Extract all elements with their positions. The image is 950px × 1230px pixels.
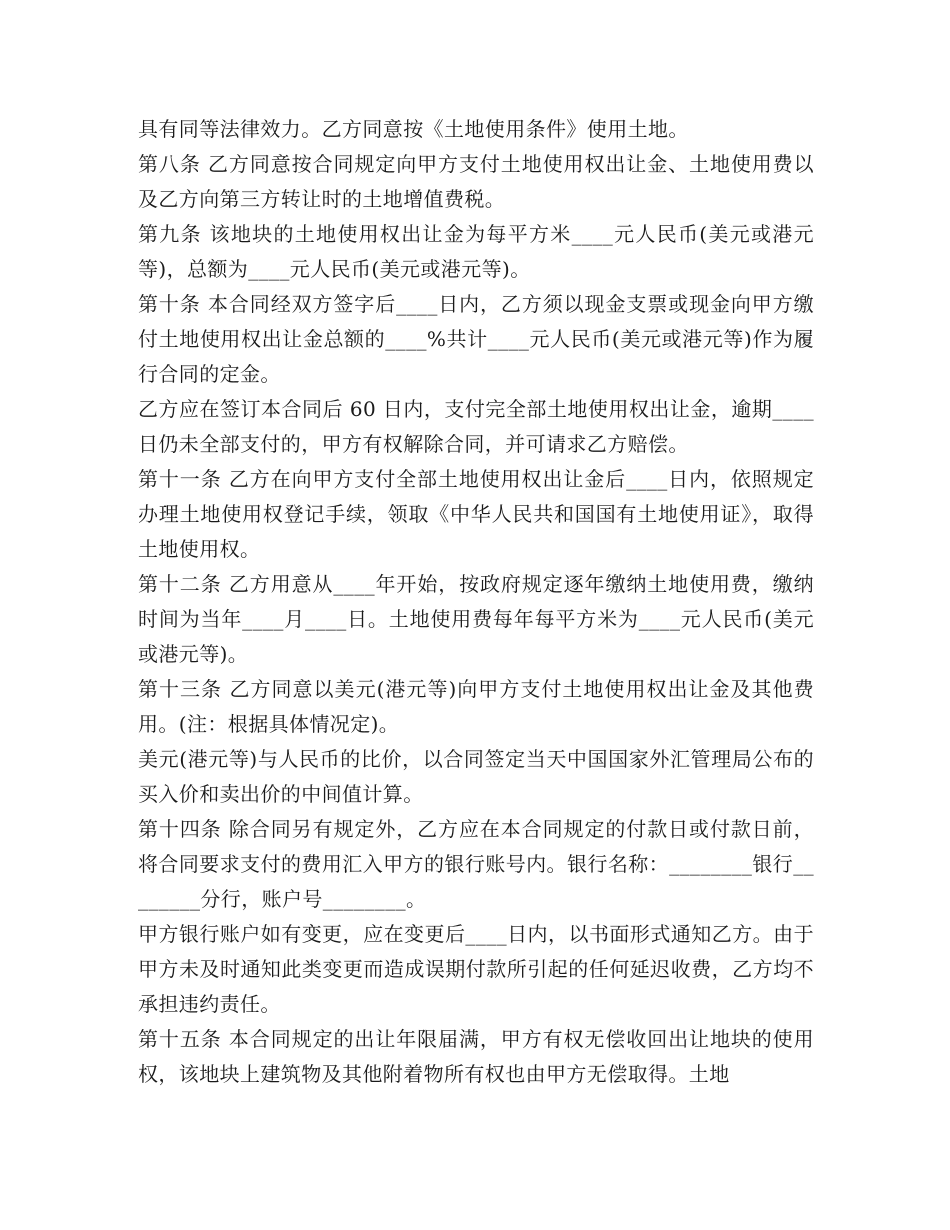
paragraph-article-8: 第八条 乙方同意按合同规定向甲方支付土地使用权出让金、土地使用费以及乙方向第三方转让时的土地增值费税。	[138, 152, 814, 211]
paragraph-article-13: 第十三条 乙方同意以美元(港元等)向甲方支付土地使用权出让金及其他费用。(注：根据具体情况定)。	[138, 677, 814, 736]
paragraph-article-11: 第十一条 乙方在向甲方支付全部土地使用权出让金后____日内，依照规定办理土地使用权登记手续，领取《中华人民共和国国有土地使用证》，取得土地使用权。	[138, 467, 814, 561]
paragraph-article-9: 第九条 该地块的土地使用权出让金为每平方米____元人民币(美元或港元等)，总额为____元人民币(美元或港元等)。	[138, 222, 814, 281]
paragraph-continuation: 具有同等法律效力。乙方同意按《土地使用条件》使用土地。	[138, 117, 689, 141]
document-body	[138, 112, 814, 1092]
paragraph-article-14: 第十四条 除合同另有规定外，乙方应在本合同规定的付款日或付款日前，将合同要求支付的费用汇入甲方的银行账号内。银行名称：________银行________分行，账户号________。	[138, 817, 814, 911]
paragraph-article-14-account-change: 甲方银行账户如有变更，应在变更后____日内，以书面形式通知乙方。由于甲方未及时通知此类变更而造成误期付款所引起的任何延迟收费，乙方均不承担违约责任。	[138, 922, 814, 1016]
paragraph-article-13-exchange: 美元(港元等)与人民币的比价，以合同签定当天中国国家外汇管理局公布的买入价和卖出价的中间值计算。	[138, 747, 814, 806]
paragraph-article-10-payment: 乙方应在签订本合同后 60 日内，支付完全部土地使用权出让金，逾期____日仍未全部支付的，甲方有权解除合同，并可请求乙方赔偿。	[138, 397, 814, 456]
paragraph-article-15: 第十五条 本合同规定的出让年限届满，甲方有权无偿收回出让地块的使用权，该地块上建筑物及其他附着物所有权也由甲方无偿取得。土地	[138, 1027, 814, 1086]
paragraph-article-10: 第十条 本合同经双方签字后____日内，乙方须以现金支票或现金向甲方缴付土地使用权出让金总额的____%共计____元人民币(美元或港元等)作为履行合同的定金。	[138, 292, 814, 386]
paragraph-article-12: 第十二条 乙方用意从____年开始，按政府规定逐年缴纳土地使用费，缴纳时间为当年____月____日。土地使用费每年每平方米为____元人民币(美元或港元等)。	[138, 572, 814, 666]
